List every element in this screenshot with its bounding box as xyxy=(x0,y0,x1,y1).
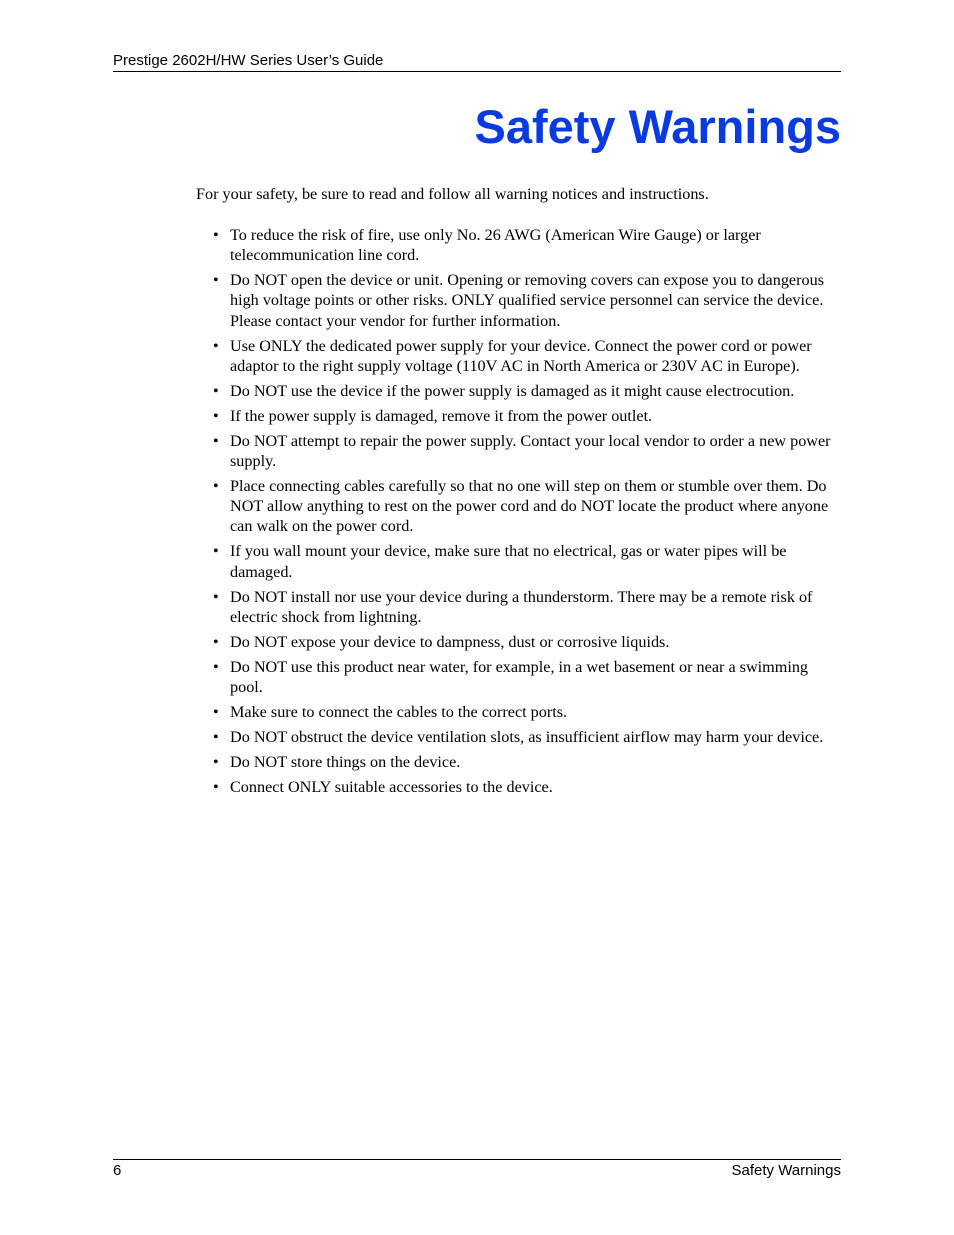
footer-section-title: Safety Warnings xyxy=(731,1162,841,1179)
warning-text: Place connecting cables carefully so that no one will step on them or stumble over them. Do NOT allow anything to rest on the power cord and do NOT locate the product where anyone can walk on the power cord. xyxy=(230,477,829,536)
warning-item xyxy=(213,727,841,747)
warning-text: Do NOT store things on the device. xyxy=(230,753,461,772)
bullet-icon: • xyxy=(213,477,219,496)
bullet-icon: • xyxy=(213,587,219,606)
warning-text: Do NOT expose your device to dampness, dust or corrosive liquids. xyxy=(230,632,670,651)
warning-text: Do NOT obstruct the device ventilation slots, as insufficient airflow may harm your device. xyxy=(230,728,824,747)
bullet-icon: • xyxy=(213,381,219,400)
safety-warnings-list xyxy=(213,225,841,802)
bullet-icon: • xyxy=(213,778,219,797)
warning-text: If you wall mount your device, make sure that no electrical, gas or water pipes will be damaged. xyxy=(230,542,787,581)
warning-item xyxy=(213,777,841,797)
warning-text: To reduce the risk of fire, use only No. 26 AWG (American Wire Gauge) or larger telecommunication line cord. xyxy=(230,226,761,265)
warning-item xyxy=(213,752,841,772)
warning-item xyxy=(213,541,841,581)
warning-text: If the power supply is damaged, remove it from the power outlet. xyxy=(230,406,653,425)
warning-text: Use ONLY the dedicated power supply for your device. Connect the power cord or power adaptor to the right supply voltage (110V AC in North America or 230V AC in Europe). xyxy=(230,336,812,375)
bullet-icon: • xyxy=(213,226,219,244)
bullet-icon: • xyxy=(213,406,219,425)
bullet-icon: • xyxy=(213,753,219,772)
running-header xyxy=(113,51,841,72)
warning-item xyxy=(213,336,841,376)
warning-item xyxy=(213,406,841,426)
bullet-icon: • xyxy=(213,336,219,355)
bullet-icon: • xyxy=(213,657,219,676)
warning-text: Make sure to connect the cables to the correct ports. xyxy=(230,703,568,722)
warning-text: Do NOT use this product near water, for example, in a wet basement or near a swimming pool. xyxy=(230,657,809,697)
warning-item xyxy=(213,657,841,697)
warning-item xyxy=(213,476,841,537)
running-header-title: Prestige 2602H/HW Series User’s Guide xyxy=(113,52,384,69)
bullet-icon: • xyxy=(213,703,219,722)
bullet-icon: • xyxy=(213,632,219,651)
warning-text: Do NOT use the device if the power supply is damaged as it might cause electrocution. xyxy=(230,381,795,400)
warning-item xyxy=(213,587,841,627)
warning-text: Do NOT install nor use your device during a thunderstorm. There may be a remote risk of electric shock from lightning. xyxy=(230,587,813,626)
bullet-icon: • xyxy=(213,271,219,290)
warning-item xyxy=(213,270,841,331)
warning-text: Connect ONLY suitable accessories to the device. xyxy=(230,778,553,797)
warning-item xyxy=(213,381,841,401)
warning-text: Do NOT attempt to repair the power supply. Contact your local vendor to order a new power supply. xyxy=(230,431,831,471)
bullet-icon: • xyxy=(213,542,219,561)
warning-text: Do NOT open the device or unit. Opening or removing covers can expose you to dangerous high voltage points or other risks. ONLY qualified service personnel can service the device. Please contact your vendor for further information. xyxy=(230,271,824,330)
intro-paragraph: For your safety, be sure to read and follow all warning notices and instructions. xyxy=(196,185,709,203)
page-number: 6 xyxy=(113,1162,122,1179)
warning-item xyxy=(213,702,841,722)
page-title: Safety Warnings xyxy=(474,100,841,153)
running-footer xyxy=(113,1159,841,1179)
warning-item xyxy=(213,225,841,265)
warning-item xyxy=(213,431,841,471)
warning-item xyxy=(213,632,841,652)
bullet-icon: • xyxy=(213,728,219,747)
bullet-icon: • xyxy=(213,431,219,450)
